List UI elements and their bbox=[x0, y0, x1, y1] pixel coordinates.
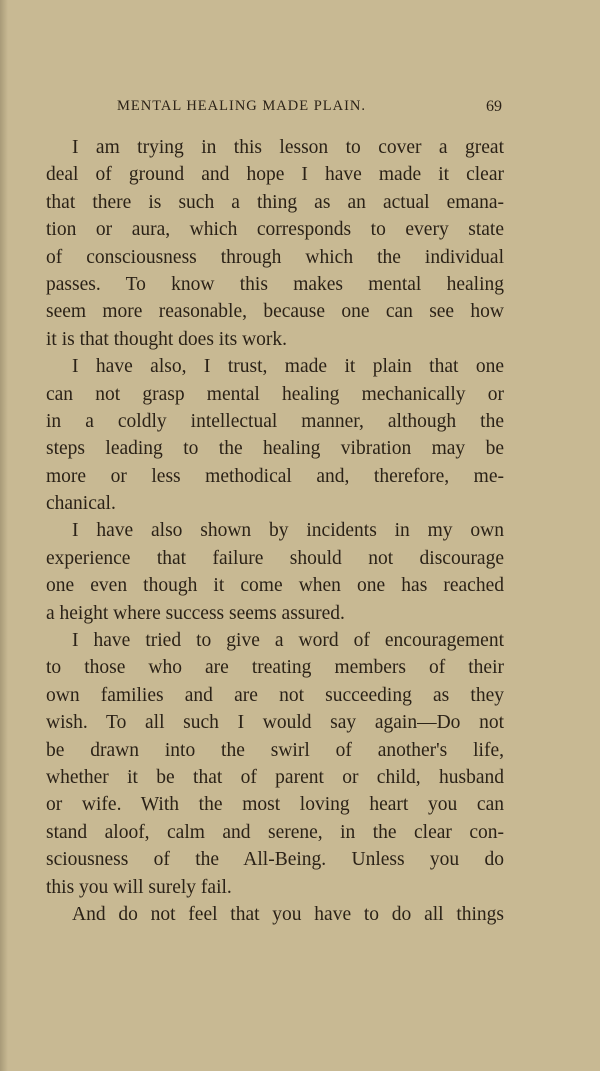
text-line: I am trying in this lesson to cover a great bbox=[72, 137, 504, 158]
text-line: seem more reasonable, because one can see how bbox=[46, 301, 504, 323]
text-line: experience that failure should not discourage bbox=[46, 547, 504, 569]
text-line: more or less methodical and, therefore, me- bbox=[46, 465, 504, 487]
body-text bbox=[46, 134, 504, 928]
text-line: own families and are not succeeding as they bbox=[46, 684, 504, 706]
text-line: can not grasp mental healing mechanically or bbox=[46, 383, 504, 405]
text-line: passes. To know this makes mental healing bbox=[46, 273, 504, 295]
page-number: 69 bbox=[486, 98, 502, 115]
text-line: And do not feel that you have to do all things bbox=[72, 903, 504, 925]
text-line: this you will surely fail. bbox=[46, 876, 232, 898]
text-line: or wife. With the most loving heart you can bbox=[46, 794, 504, 816]
text-line: stand aloof, calm and serene, in the clear con- bbox=[46, 821, 504, 843]
text-line: one even though it come when one has reached bbox=[46, 575, 504, 597]
text-line: of consciousness through which the individual bbox=[46, 246, 504, 268]
text-line: it is that thought does its work. bbox=[46, 328, 288, 350]
text-line: tion or aura, which corresponds to every state bbox=[46, 219, 504, 241]
text-line: sciousness of the All-Being. Unless you do bbox=[46, 849, 504, 871]
text-line: deal of ground and hope I have made it clear bbox=[46, 164, 504, 186]
text-line: a height where success seems assured. bbox=[46, 602, 345, 624]
page-edge-shadow bbox=[0, 0, 8, 1071]
text-line: in a coldly intellectual manner, although the bbox=[46, 410, 504, 432]
text-line: steps leading to the healing vibration may be bbox=[46, 438, 504, 460]
running-title: MENTAL HEALING MADE PLAIN. bbox=[117, 98, 367, 114]
text-line: chanical. bbox=[46, 493, 116, 515]
text-line: that there is such a thing as an actual emana- bbox=[46, 191, 504, 213]
text-line: whether it be that of parent or child, husband bbox=[46, 766, 504, 788]
text-line: wish. To all such I would say again—Do not bbox=[46, 712, 504, 734]
text-line: be drawn into the swirl of another's life, bbox=[46, 739, 504, 761]
text-line: to those who are treating members of their bbox=[46, 657, 504, 679]
running-header bbox=[117, 98, 502, 120]
text-line: I have tried to give a word of encouragement bbox=[72, 630, 504, 652]
text-line: I have also shown by incidents in my own bbox=[72, 520, 504, 542]
text-line: I have also, I trust, made it plain that one bbox=[72, 356, 504, 378]
